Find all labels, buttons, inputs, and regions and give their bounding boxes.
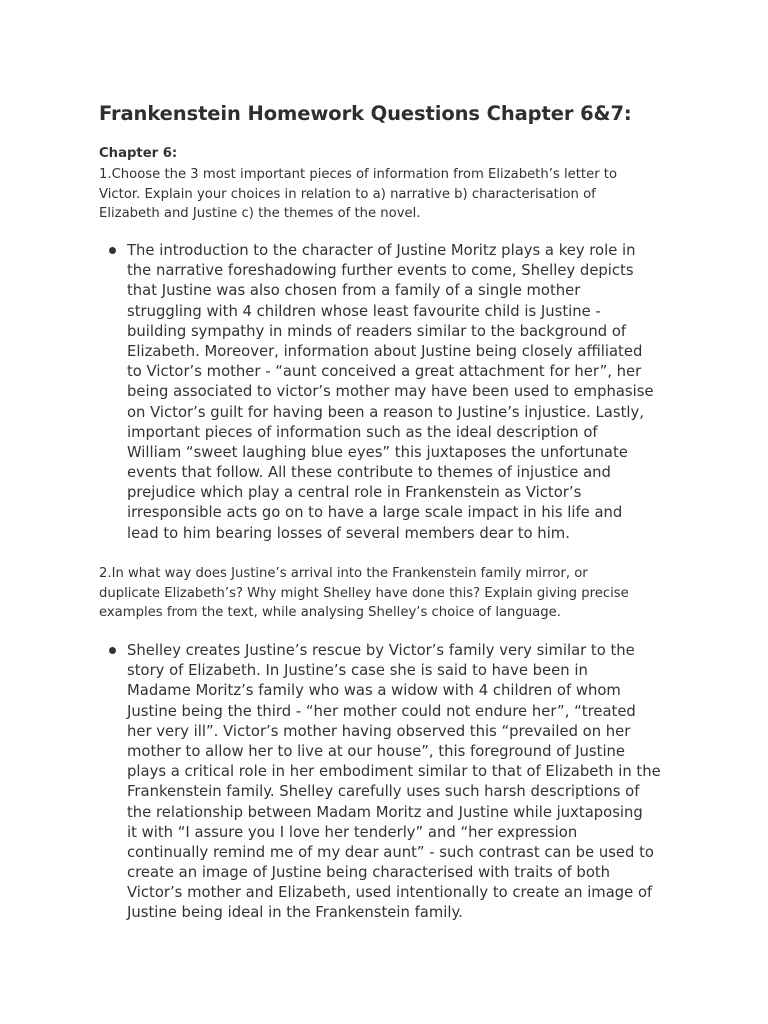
- bullet-icon: [109, 647, 116, 654]
- text-line: the narrative foreshadowing further events to come, Shelley depicts: [127, 262, 634, 280]
- text-line: Elizabeth and Justine c) the themes of the novel.: [99, 206, 421, 222]
- text-line: lead to him bearing losses of several members dear to him.: [127, 524, 570, 542]
- text-line: Justine being the third - “her mother could not endure her”, “treated: [127, 702, 636, 720]
- text-line: building sympathy in minds of readers similar to the background of: [127, 322, 627, 340]
- text-line: Frankenstein family. Shelley carefully uses such harsh descriptions of: [127, 783, 640, 801]
- text-line: the relationship between Madam Moritz and Justine while juxtaposing: [127, 803, 643, 821]
- text-line: prejudice which play a central role in Frankenstein as Victor’s: [127, 484, 582, 502]
- text-line: Victor. Explain your choices in relation to a) narrative b) characterisation of: [99, 186, 596, 202]
- text-line: her very ill”. Victor’s mother having observed this “prevailed on her: [127, 722, 631, 740]
- text-line: 2.In what way does Justine’s arrival into the Frankenstein family mirror, or: [99, 566, 588, 581]
- text-line: create an image of Justine being characterised with traits of both: [127, 864, 611, 882]
- text-line: plays a critical role in her embodiment similar to that of Elizabeth in the: [127, 763, 661, 781]
- chapter-heading: Chapter 6:: [99, 146, 178, 161]
- text-line: continually remind me of my dear aunt” - such contrast can be used to: [127, 843, 654, 861]
- text-line: The introduction to the character of Justine Moritz plays a key role in: [127, 242, 636, 259]
- text-line: Madame Moritz’s family who was a widow with 4 children of whom: [127, 682, 621, 700]
- text-line: mother to allow her to live at our house”, this foreground of Justine: [127, 742, 626, 760]
- text-line: Victor’s mother and Elizabeth, used intentionally to create an image of: [127, 884, 653, 902]
- answer-1: [127, 241, 654, 544]
- text-line: it with “I assure you I love her tenderly” and “her expression: [127, 823, 578, 841]
- text-line: on Victor’s guilt for having been a reason to Justine’s injustice. Lastly,: [127, 403, 644, 421]
- text-line: important pieces of information such as the ideal description of: [127, 423, 598, 441]
- text-line: William “sweet laughing blue eyes” this juxtaposes the unfortunate: [127, 443, 628, 461]
- text-line: to Victor’s mother - “aunt conceived a great attachment for her”, her: [127, 363, 642, 381]
- answer-2: [127, 641, 661, 924]
- text-line: story of Elizabeth. In Justine’s case she is said to have been in: [127, 662, 588, 680]
- text-line: irresponsible acts go on to have a large scale impact in his life and: [127, 504, 623, 522]
- text-line: Elizabeth. Moreover, information about Justine being closely affiliated: [127, 342, 643, 360]
- question-1: [99, 165, 617, 224]
- bullet-icon: [109, 247, 116, 254]
- text-line: examples from the text, while analysing Shelley’s choice of language.: [99, 605, 561, 621]
- text-line: being associated to victor’s mother may have been used to emphasise: [127, 383, 654, 401]
- text-line: Shelley creates Justine’s rescue by Victor’s family very similar to the: [127, 642, 635, 659]
- text-line: 1.Choose the 3 most important pieces of information from Elizabeth’s letter to: [99, 167, 618, 182]
- text-line: struggling with 4 children whose least favourite child is Justine -: [127, 302, 601, 320]
- question-2: [99, 564, 629, 623]
- text-line: Justine being ideal in the Frankenstein family.: [127, 904, 463, 922]
- document-title: Frankenstein Homework Questions Chapter 6&7:: [99, 102, 632, 125]
- text-line: that Justine was also chosen from a family of a single mother: [127, 282, 581, 300]
- text-line: events that follow. All these contribute to themes of injustice and: [127, 464, 611, 482]
- text-line: duplicate Elizabeth’s? Why might Shelley have done this? Explain giving precise: [99, 585, 629, 601]
